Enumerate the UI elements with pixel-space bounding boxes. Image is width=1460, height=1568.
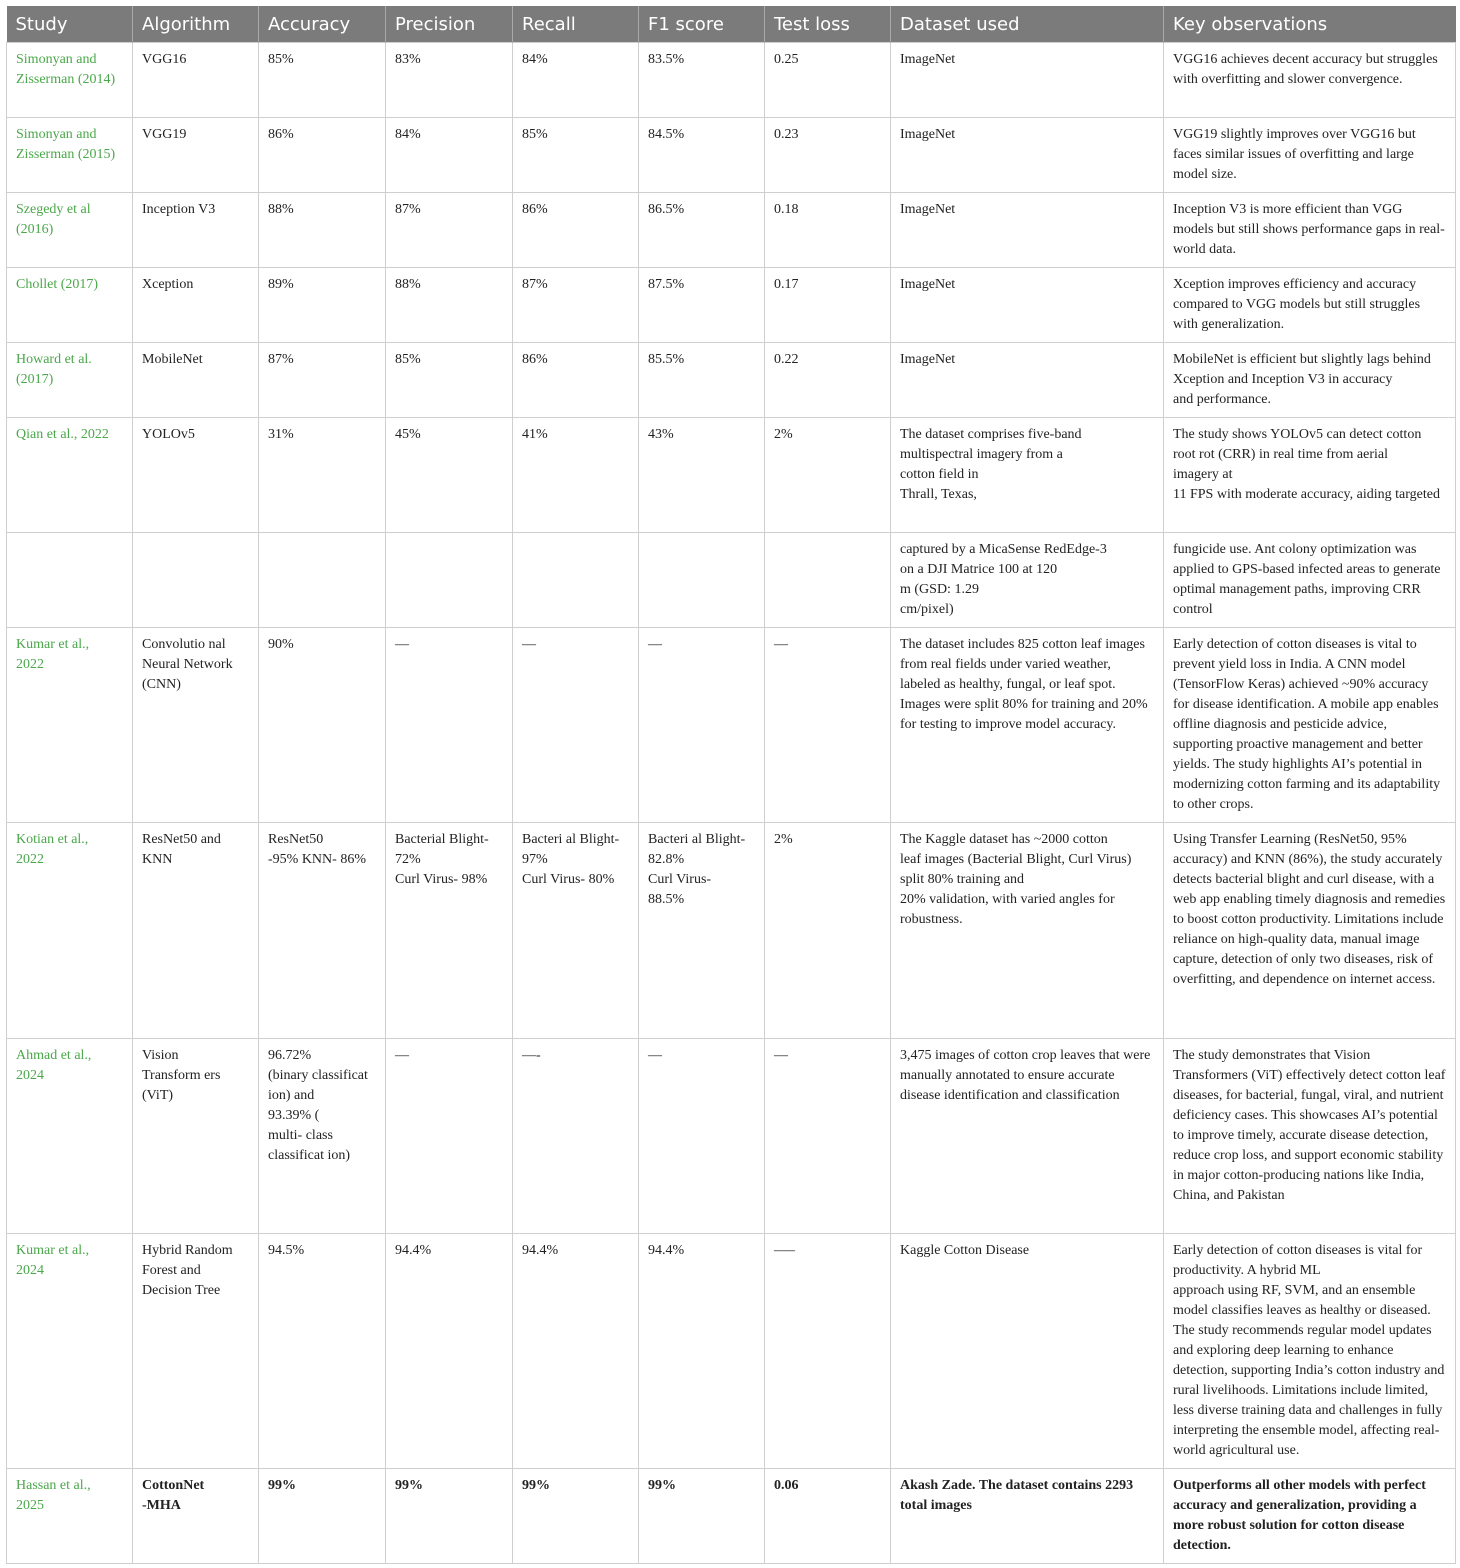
table-row [7,1039,1456,1234]
cell-study [7,533,133,628]
cell-accuracy: 90% [259,628,386,823]
cell-f1-score: 84.5% [639,118,765,193]
cell-precision: — [386,628,513,823]
cell-key-observations: VGG19 slightly improves over VGG16 but faces similar issues of overfitting and large model size. [1164,118,1456,193]
cell-f1-score [639,533,765,628]
cell-f1-score: 43% [639,418,765,533]
cell-study[interactable]: Simonyan and Zisserman (2014) [7,43,133,118]
cell-precision: 83% [386,43,513,118]
cell-dataset-used: ImageNet [891,118,1164,193]
table-row [7,628,1456,823]
header-f1-score: F1 score [639,6,765,43]
cell-study[interactable]: Kumar et al., 2024 [7,1234,133,1469]
table-row [7,268,1456,343]
cell-f1-score: 83.5% [639,43,765,118]
cell-algorithm [133,533,259,628]
header-study: Study [7,6,133,43]
header-algorithm: Algorithm [133,6,259,43]
cell-algorithm: MobileNet [133,343,259,418]
cell-algorithm: Vision Transform ers (ViT) [133,1039,259,1234]
cell-precision: 88% [386,268,513,343]
cell-accuracy [259,533,386,628]
cell-algorithm: Convolutio nal Neural Network (CNN) [133,628,259,823]
table-row [7,823,1456,1039]
cell-precision: 84% [386,118,513,193]
cell-recall: Bacteri al Blight- 97% Curl Virus- 80% [513,823,639,1039]
header-dataset-used: Dataset used [891,6,1164,43]
cell-recall [513,533,639,628]
cell-dataset-used: Akash Zade. The dataset contains 2293 total images [891,1469,1164,1564]
cell-precision: 45% [386,418,513,533]
cell-f1-score: — [639,628,765,823]
cell-dataset-used: ImageNet [891,43,1164,118]
cell-key-observations: VGG16 achieves decent accuracy but struggles with overfitting and slower convergence. [1164,43,1456,118]
cell-dataset-used: Kaggle Cotton Disease [891,1234,1164,1469]
cell-accuracy: 99% [259,1469,386,1564]
cell-test-loss: 2% [765,823,891,1039]
header-accuracy: Accuracy [259,6,386,43]
cell-dataset-used: ImageNet [891,268,1164,343]
cell-accuracy: 31% [259,418,386,533]
cell-key-observations: Outperforms all other models with perfect accuracy and generalization, providing a more robust solution for cotton disease detection. [1164,1469,1456,1564]
cell-test-loss: 0.06 [765,1469,891,1564]
cell-accuracy: 96.72% (binary classificat ion) and 93.39% ( multi- class classificat ion) [259,1039,386,1234]
table-header-row [7,6,1456,43]
header-recall: Recall [513,6,639,43]
cell-recall: 41% [513,418,639,533]
cell-study[interactable]: Hassan et al., 2025 [7,1469,133,1564]
cell-study[interactable]: Simonyan and Zisserman (2015) [7,118,133,193]
cell-test-loss: — [765,628,891,823]
cell-study[interactable]: Kumar et al., 2022 [7,628,133,823]
table-row [7,1234,1456,1469]
cell-precision: 85% [386,343,513,418]
cell-precision: — [386,1039,513,1234]
cell-key-observations: The study shows YOLOv5 can detect cotton root rot (CRR) in real time from aerial imagery at 11 FPS with moderate accuracy, aiding targeted [1164,418,1456,533]
cell-algorithm: VGG16 [133,43,259,118]
cell-f1-score: Bacteri al Blight- 82.8% Curl Virus- 88.5% [639,823,765,1039]
cell-study[interactable]: Qian et al., 2022 [7,418,133,533]
cell-algorithm: VGG19 [133,118,259,193]
cell-test-loss: 2% [765,418,891,533]
cell-key-observations: Xception improves efficiency and accuracy compared to VGG models but still struggles with generalization. [1164,268,1456,343]
cell-dataset-used: ImageNet [891,343,1164,418]
cell-algorithm: Xception [133,268,259,343]
cell-recall: 94.4% [513,1234,639,1469]
cell-recall: 86% [513,193,639,268]
header-test-loss: Test loss [765,6,891,43]
cell-test-loss: 0.25 [765,43,891,118]
cell-dataset-used: The dataset comprises five-band multispectral imagery from a cotton field in Thrall, Texas, [891,418,1164,533]
cell-accuracy: 94.5% [259,1234,386,1469]
cell-precision: 94.4% [386,1234,513,1469]
cell-f1-score: 87.5% [639,268,765,343]
table-row [7,343,1456,418]
cell-test-loss: 0.22 [765,343,891,418]
cell-test-loss [765,533,891,628]
cell-dataset-used: The Kaggle dataset has ~2000 cotton leaf images (Bacterial Blight, Curl Virus) split 80% training and 20% validation, with varied angles for robustness. [891,823,1164,1039]
cell-recall: 87% [513,268,639,343]
table-row [7,1469,1456,1564]
cell-dataset-used: The dataset includes 825 cotton leaf images from real fields under varied weather, labeled as healthy, fungal, or leaf spot. Images were split 80% for training and 20% for testing to improve model accuracy. [891,628,1164,823]
cell-f1-score: 85.5% [639,343,765,418]
cell-test-loss: 0.23 [765,118,891,193]
cell-accuracy: 87% [259,343,386,418]
cell-recall: 99% [513,1469,639,1564]
cell-test-loss: —– [765,1234,891,1469]
cell-study[interactable]: Chollet (2017) [7,268,133,343]
table-row [7,193,1456,268]
cell-f1-score: 86.5% [639,193,765,268]
cell-key-observations: Inception V3 is more efficient than VGG models but still shows performance gaps in real-world data. [1164,193,1456,268]
cell-f1-score: 99% [639,1469,765,1564]
cell-f1-score: 94.4% [639,1234,765,1469]
cell-precision: 87% [386,193,513,268]
table-row [7,418,1456,533]
cell-study[interactable]: Howard et al. (2017) [7,343,133,418]
cell-accuracy: 88% [259,193,386,268]
cell-precision [386,533,513,628]
table-row [7,43,1456,118]
cell-recall: —- [513,1039,639,1234]
cell-accuracy: 89% [259,268,386,343]
cell-key-observations: MobileNet is efficient but slightly lags behind Xception and Inception V3 in accuracy and performance. [1164,343,1456,418]
table-row [7,118,1456,193]
cell-study[interactable]: Szegedy et al (2016) [7,193,133,268]
cell-dataset-used: captured by a MicaSense RedEdge-3 on a DJI Matrice 100 at 120 m (GSD: 1.29 cm/pixel) [891,533,1164,628]
cell-dataset-used: ImageNet [891,193,1164,268]
cell-test-loss: 0.17 [765,268,891,343]
cell-f1-score: — [639,1039,765,1234]
cell-accuracy: ResNet50 -95% KNN- 86% [259,823,386,1039]
cell-recall: 86% [513,343,639,418]
cell-accuracy: 85% [259,43,386,118]
header-key-observations: Key observations [1164,6,1456,43]
cell-algorithm: YOLOv5 [133,418,259,533]
cell-dataset-used: 3,475 images of cotton crop leaves that were manually annotated to ensure accurate disease identification and classification [891,1039,1164,1234]
cell-study[interactable]: Ahmad et al., 2024 [7,1039,133,1234]
cell-recall: 84% [513,43,639,118]
cell-recall: — [513,628,639,823]
cell-key-observations: fungicide use. Ant colony optimization was applied to GPS-based infected areas to generate optimal management paths, improving CRR control [1164,533,1456,628]
cell-key-observations: The study demonstrates that Vision Transformers (ViT) effectively detect cotton leaf diseases, for bacterial, fungal, viral, and nutrient deficiency cases. This showcases AI’s potential to improve timely, accurate disease detection, reduce crop loss, and support economic stability in major cotton-producing nations like India, China, and Pakistan [1164,1039,1456,1234]
cell-key-observations: Early detection of cotton diseases is vital for productivity. A hybrid ML approach using RF, SVM, and an ensemble model classifies leaves as healthy or diseased. The study recommends regular model updates and exploring deep learning to enhance detection, supporting India’s cotton industry and rural livelihoods. Limitations include limited, less diverse training data and challenges in fully interpreting the ensemble model, affecting real-world agricultural use. [1164,1234,1456,1469]
cell-test-loss: 0.18 [765,193,891,268]
comparison-table [6,6,1456,1564]
cell-key-observations: Early detection of cotton diseases is vital to prevent yield loss in India. A CNN model (TensorFlow Keras) achieved ~90% accuracy for disease identification. A mobile app enables offline diagnosis and pesticide advice, supporting proactive management and better yields. The study highlights AI’s potential in modernizing cotton farming and its adaptability to other crops. [1164,628,1456,823]
cell-key-observations: Using Transfer Learning (ResNet50, 95% accuracy) and KNN (86%), the study accurately detects bacterial blight and curl disease, with a web app enabling timely diagnosis and remedies to boost cotton productivity. Limitations include reliance on high-quality data, manual image capture, detection of only two diseases, risk of overfitting, and dependence on internet access. [1164,823,1456,1039]
cell-algorithm: ResNet50 and KNN [133,823,259,1039]
cell-study[interactable]: Kotian et al., 2022 [7,823,133,1039]
cell-precision: 99% [386,1469,513,1564]
cell-test-loss: — [765,1039,891,1234]
cell-algorithm: CottonNet -MHA [133,1469,259,1564]
table-row [7,533,1456,628]
cell-precision: Bacterial Blight- 72% Curl Virus- 98% [386,823,513,1039]
cell-algorithm: Hybrid Random Forest and Decision Tree [133,1234,259,1469]
cell-recall: 85% [513,118,639,193]
cell-algorithm: Inception V3 [133,193,259,268]
cell-accuracy: 86% [259,118,386,193]
header-precision: Precision [386,6,513,43]
